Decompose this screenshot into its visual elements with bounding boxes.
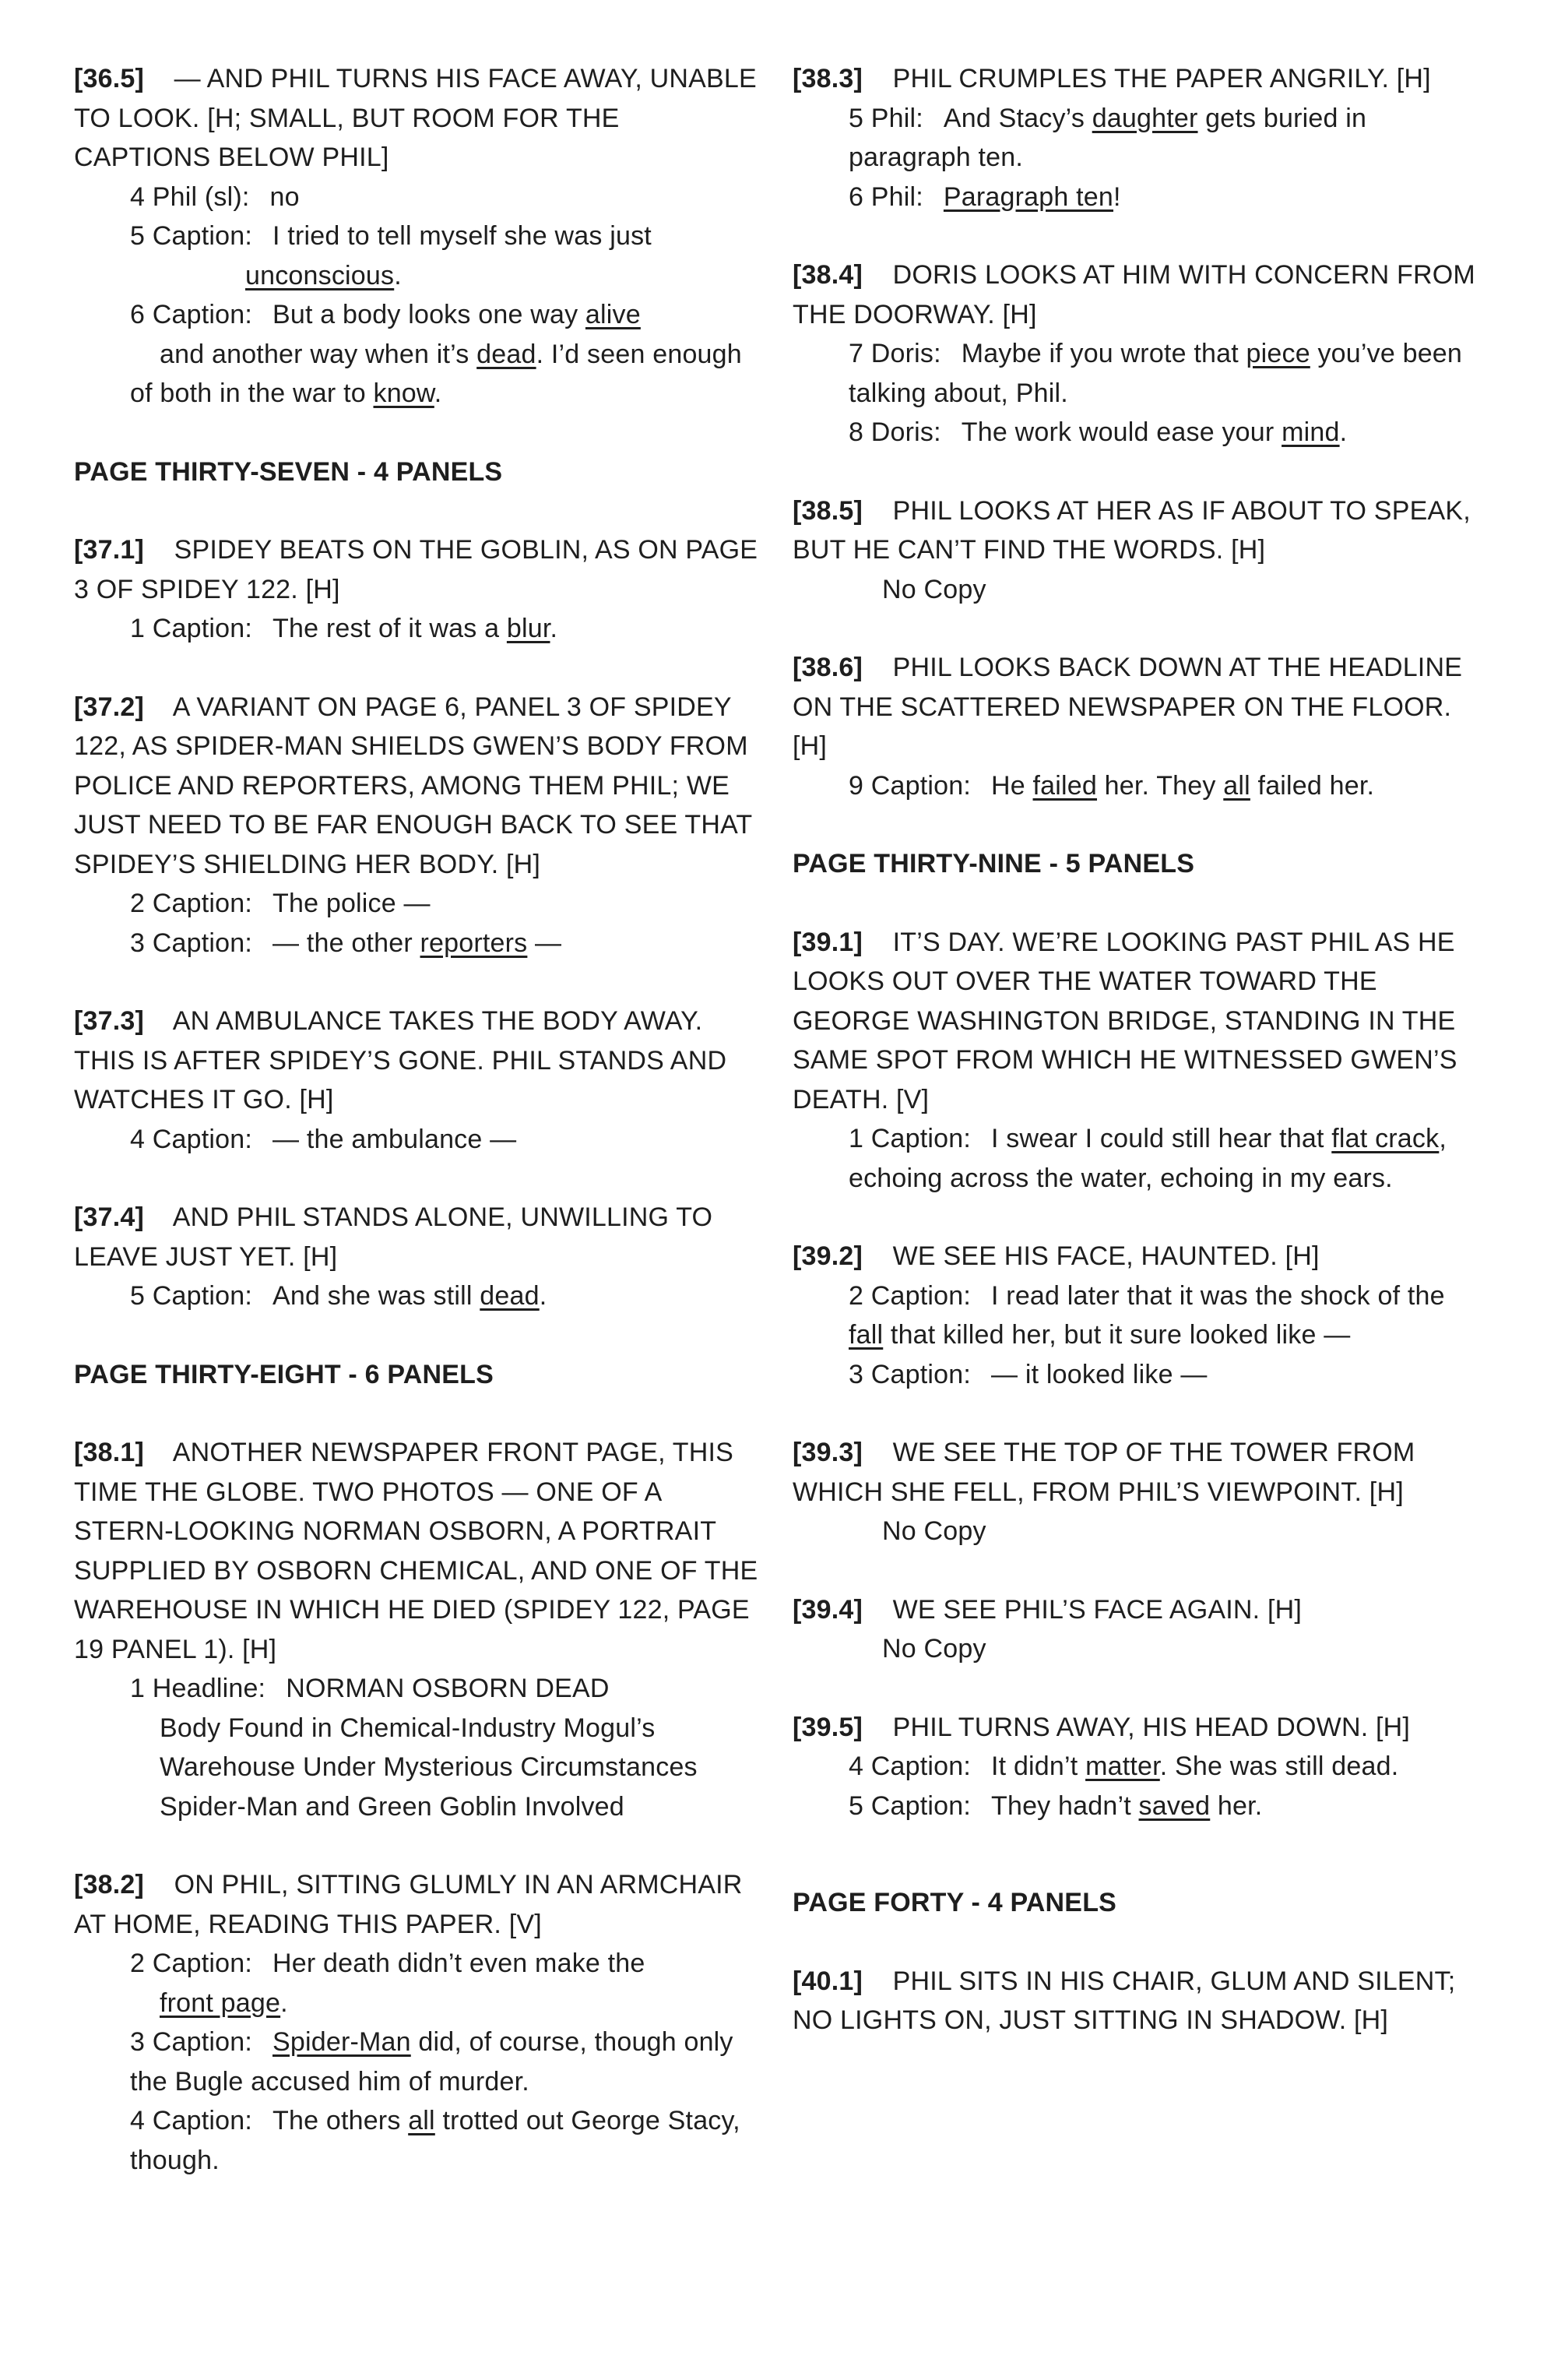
panel-description: PHIL TURNS AWAY, HIS HEAD DOWN. [H] bbox=[892, 1712, 1411, 1742]
emphasis: fall bbox=[849, 1320, 884, 1350]
right-column bbox=[793, 59, 1478, 2040]
line-text: And Stacy’s bbox=[943, 103, 1085, 133]
speaker: 3 Caption: bbox=[849, 1359, 971, 1389]
line-text: The rest of it was a bbox=[272, 614, 500, 643]
line-text: . I’d seen enough of both in the war to bbox=[130, 339, 742, 408]
line-text: — it looked like — bbox=[991, 1359, 1208, 1389]
left-column bbox=[74, 59, 759, 2180]
line-text: And she was still bbox=[272, 1281, 473, 1311]
panel-description: PHIL SITS IN HIS CHAIR, GLUM AND SILENT; NO LIGHTS ON, JUST SITTING IN SHADOW. [H] bbox=[793, 1966, 1456, 2035]
emphasis: blur bbox=[506, 614, 550, 643]
panel-direction bbox=[793, 1237, 1478, 1276]
page-heading bbox=[793, 844, 1478, 884]
speaker: 4 Caption: bbox=[849, 1752, 971, 1781]
speaker: 3 Caption: bbox=[130, 2027, 252, 2057]
panel-description: PHIL CRUMPLES THE PAPER ANGRILY. [H] bbox=[892, 64, 1431, 93]
panel-38-6 bbox=[793, 648, 1478, 805]
page-heading bbox=[74, 1355, 759, 1395]
panel-direction bbox=[793, 1590, 1478, 1630]
speaker: 6 Phil: bbox=[849, 181, 923, 212]
dialogue-line bbox=[793, 1355, 1478, 1395]
line-text: , echoing across the water, echoing in my ears. bbox=[849, 1124, 1447, 1193]
speaker: 3 Caption: bbox=[130, 928, 252, 958]
line-text: . bbox=[1339, 417, 1348, 447]
emphasis: alive bbox=[585, 300, 641, 329]
panel-39-2 bbox=[793, 1237, 1478, 1394]
panel-id: [37.3] bbox=[74, 1006, 145, 1036]
line-text: The work would ease your bbox=[961, 417, 1275, 447]
dialogue-line bbox=[793, 334, 1478, 413]
line-text: I read later that it was the shock of the bbox=[991, 1280, 1445, 1311]
dialogue-line bbox=[74, 295, 759, 414]
line-text: no bbox=[269, 181, 300, 212]
panel-38-2 bbox=[74, 1865, 759, 2180]
dialogue-line bbox=[793, 178, 1478, 217]
panel-id: [38.2] bbox=[74, 1870, 145, 1899]
panel-id: [37.1] bbox=[74, 535, 145, 565]
page-heading-text: PAGE FORTY - 4 PANELS bbox=[793, 1888, 1117, 1917]
speaker: 9 Caption: bbox=[849, 770, 971, 801]
line-text: NORMAN OSBORN DEAD bbox=[286, 1674, 610, 1703]
panel-direction bbox=[74, 59, 759, 178]
panel-description: WE SEE HIS FACE, HAUNTED. [H] bbox=[892, 1241, 1320, 1271]
speaker: 5 Phil: bbox=[849, 103, 923, 133]
panel-id: [37.4] bbox=[74, 1202, 145, 1232]
line-text: gets buried in paragraph ten. bbox=[849, 103, 1367, 172]
panel-id: [37.2] bbox=[74, 692, 145, 722]
emphasis: saved bbox=[1138, 1790, 1211, 1821]
speaker: 8 Doris: bbox=[849, 417, 941, 447]
panel-id: [40.1] bbox=[793, 1966, 863, 1996]
speaker: 2 Caption: bbox=[130, 889, 252, 918]
panel-description: AND PHIL STANDS ALONE, UNWILLING TO LEAVE JUST YET. [H] bbox=[74, 1202, 713, 1272]
line-text: and another way when it’s bbox=[160, 339, 469, 369]
dialogue-line bbox=[793, 1747, 1478, 1787]
dialogue-line bbox=[74, 217, 759, 295]
line-text: Maybe if you wrote that bbox=[961, 339, 1239, 368]
no-copy-note: No Copy bbox=[882, 1634, 986, 1664]
page-heading-text: PAGE THIRTY-EIGHT - 6 PANELS bbox=[74, 1359, 494, 1389]
dialogue-line bbox=[793, 413, 1478, 452]
panel-id: [39.4] bbox=[793, 1594, 863, 1625]
page-heading-text: PAGE THIRTY-SEVEN - 4 PANELS bbox=[74, 456, 503, 487]
line-text: did, of course, though only the Bugle accused him of murder. bbox=[130, 2027, 733, 2097]
line-text: It didn’t bbox=[991, 1752, 1078, 1781]
panel-38-1 bbox=[74, 1433, 759, 1826]
panel-39-4 bbox=[793, 1590, 1478, 1669]
line-text: you’ve been talking about, Phil. bbox=[849, 339, 1463, 408]
panel-38-5 bbox=[793, 491, 1478, 610]
panel-38-4 bbox=[793, 255, 1478, 452]
emphasis: know bbox=[373, 378, 434, 408]
headline-subtext bbox=[74, 1709, 759, 1787]
panel-id: [38.6] bbox=[793, 653, 863, 682]
panel-38-3 bbox=[793, 59, 1478, 217]
line-text: I tried to tell myself she was just bbox=[272, 221, 652, 251]
emphasis: piece bbox=[1246, 339, 1310, 368]
speaker: 2 Caption: bbox=[849, 1280, 971, 1311]
line-text: They hadn’t bbox=[991, 1790, 1131, 1821]
dialogue-line bbox=[793, 99, 1478, 178]
line-text: . bbox=[550, 614, 558, 643]
speaker: 4 Phil (sl): bbox=[130, 181, 250, 212]
panel-37-4 bbox=[74, 1198, 759, 1316]
speaker: 4 Caption: bbox=[130, 1124, 252, 1154]
line-text: Her death didn’t even make the bbox=[272, 1949, 645, 1978]
emphasis: all bbox=[408, 2106, 435, 2135]
dialogue-line bbox=[74, 178, 759, 217]
panel-direction bbox=[793, 1433, 1478, 1512]
line-text: But a body looks one way bbox=[272, 300, 578, 329]
panel-36-5 bbox=[74, 59, 759, 414]
line-text: that killed her, but it sure looked like — bbox=[890, 1320, 1351, 1350]
line-text: . bbox=[434, 378, 442, 408]
emphasis: failed bbox=[1032, 770, 1098, 801]
emphasis: unconscious bbox=[245, 260, 395, 290]
emphasis: all bbox=[1223, 770, 1250, 801]
panel-37-3 bbox=[74, 1002, 759, 1159]
page-heading bbox=[74, 452, 759, 492]
panel-description: SPIDEY BEATS ON THE GOBLIN, AS ON PAGE 3 OF SPIDEY 122. [H] bbox=[74, 535, 758, 604]
line-text: Spider-Man and Green Goblin Involved bbox=[160, 1791, 624, 1822]
speaker: 2 Caption: bbox=[130, 1949, 252, 1978]
panel-39-1 bbox=[793, 923, 1478, 1199]
panel-37-2 bbox=[74, 688, 759, 963]
speaker: 1 Caption: bbox=[849, 1124, 971, 1153]
panel-id: [36.5] bbox=[74, 64, 145, 93]
line-text: — bbox=[535, 928, 562, 958]
line-text: failed her. bbox=[1257, 770, 1375, 801]
dialogue-line bbox=[74, 1276, 759, 1316]
panel-direction bbox=[74, 1002, 759, 1120]
panel-id: [39.5] bbox=[793, 1712, 863, 1742]
panel-id: [39.1] bbox=[793, 927, 863, 957]
no-copy-note: No Copy bbox=[882, 574, 986, 604]
line-text: her. They bbox=[1104, 770, 1216, 801]
panel-description: PHIL LOOKS AT HER AS IF ABOUT TO SPEAK, BUT HE CAN’T FIND THE WORDS. [H] bbox=[793, 495, 1471, 565]
dialogue-line bbox=[793, 1787, 1478, 1826]
emphasis: matter bbox=[1085, 1752, 1160, 1781]
dialogue-line bbox=[74, 924, 759, 963]
panel-direction bbox=[793, 1708, 1478, 1748]
dialogue-line bbox=[74, 2101, 759, 2180]
panel-direction bbox=[793, 255, 1478, 334]
speaker: 6 Caption: bbox=[130, 300, 252, 329]
line-text: The others bbox=[272, 2106, 401, 2135]
panel-id: [38.1] bbox=[74, 1438, 145, 1467]
emphasis: Paragraph ten bbox=[943, 181, 1113, 212]
line-text: — the ambulance — bbox=[272, 1124, 517, 1154]
emphasis: dead bbox=[480, 1281, 540, 1311]
panel-direction bbox=[793, 491, 1478, 570]
panel-id: [39.3] bbox=[793, 1438, 863, 1467]
line-text: He bbox=[991, 770, 1025, 801]
panel-direction bbox=[74, 530, 759, 609]
panel-description: PHIL LOOKS BACK DOWN AT THE HEADLINE ON THE SCATTERED NEWSPAPER ON THE FLOOR. [H] bbox=[793, 653, 1463, 761]
panel-description: WE SEE PHIL’S FACE AGAIN. [H] bbox=[892, 1594, 1303, 1625]
panel-id: [38.3] bbox=[793, 64, 863, 93]
line-text: The police — bbox=[272, 889, 431, 918]
panel-description: DORIS LOOKS AT HIM WITH CONCERN FROM THE DOORWAY. [H] bbox=[793, 260, 1475, 329]
panel-description: ON PHIL, SITTING GLUMLY IN AN ARMCHAIR AT HOME, READING THIS PAPER. [V] bbox=[74, 1870, 743, 1939]
page-heading bbox=[793, 1883, 1478, 1923]
panel-direction bbox=[793, 923, 1478, 1120]
panel-description: IT’S DAY. WE’RE LOOKING PAST PHIL AS HE LOOKS OUT OVER THE WATER TOWARD THE GEORGE WASHINGTON BRIDGE, STANDING IN THE SAME SPOT FROM WHICH HE WITNESSED GWEN’S DEATH. [V] bbox=[793, 927, 1457, 1114]
speaker: 4 Caption: bbox=[130, 2106, 252, 2135]
speaker: 1 Headline: bbox=[130, 1674, 266, 1703]
panel-direction bbox=[793, 648, 1478, 766]
panel-direction bbox=[793, 1962, 1478, 2040]
panel-description: ANOTHER NEWSPAPER FRONT PAGE, THIS TIME THE GLOBE. TWO PHOTOS — ONE OF A STERN-LOOKING NORMAN OSBORN, A PORTRAIT SUPPLIED BY OSBORN CHEMICAL, AND ONE OF THE WAREHOUSE IN WHICH HE DIED (SPIDEY 122, PAGE 19 PANEL 1). [H] bbox=[74, 1438, 758, 1664]
dialogue-line bbox=[793, 1276, 1478, 1355]
line-text: — the other bbox=[272, 928, 413, 958]
dialogue-line bbox=[793, 1119, 1478, 1198]
speaker: 5 Caption: bbox=[130, 221, 252, 251]
emphasis: daughter bbox=[1092, 103, 1198, 133]
dialogue-line bbox=[74, 609, 759, 649]
panel-description: — AND PHIL TURNS HIS FACE AWAY, UNABLE TO LOOK. [H; SMALL, BUT ROOM FOR THE CAPTIONS BELOW PHIL] bbox=[74, 64, 757, 172]
dialogue-line bbox=[74, 1944, 759, 2023]
panel-direction bbox=[74, 1198, 759, 1276]
panel-37-1 bbox=[74, 530, 759, 649]
line-text: . bbox=[280, 1987, 288, 2018]
panel-39-5 bbox=[793, 1708, 1478, 1826]
dialogue-line bbox=[74, 2023, 759, 2101]
panel-direction bbox=[74, 688, 759, 885]
page-heading-text: PAGE THIRTY-NINE - 5 PANELS bbox=[793, 849, 1195, 878]
dialogue-line bbox=[74, 1120, 759, 1160]
line-text: her. bbox=[1217, 1790, 1263, 1821]
emphasis: mind bbox=[1282, 417, 1340, 447]
speaker: 7 Doris: bbox=[849, 339, 941, 368]
line-text: . bbox=[394, 260, 402, 290]
emphasis: flat crack bbox=[1331, 1124, 1440, 1153]
panel-description: WE SEE THE TOP OF THE TOWER FROM WHICH SHE FELL, FROM PHIL’S VIEWPOINT. [H] bbox=[793, 1438, 1415, 1507]
panel-direction bbox=[793, 59, 1478, 99]
speaker: 1 Caption: bbox=[130, 614, 252, 643]
panel-direction bbox=[74, 1865, 759, 1944]
line-text: . bbox=[539, 1281, 547, 1311]
line-text: I swear I could still hear that bbox=[991, 1124, 1324, 1153]
panel-id: [38.4] bbox=[793, 260, 863, 290]
line-text: ! bbox=[1113, 181, 1121, 212]
speaker: 5 Caption: bbox=[130, 1281, 252, 1311]
dialogue-line bbox=[74, 884, 759, 924]
line-text: trotted out George Stacy, though. bbox=[130, 2106, 740, 2175]
dialogue-line bbox=[793, 766, 1478, 806]
panel-id: [39.2] bbox=[793, 1241, 863, 1271]
panel-40-1 bbox=[793, 1962, 1478, 2040]
dialogue-line bbox=[74, 1669, 759, 1709]
panel-id: [38.5] bbox=[793, 495, 863, 526]
emphasis: dead bbox=[476, 339, 536, 369]
panel-description: A VARIANT ON PAGE 6, PANEL 3 OF SPIDEY 122, AS SPIDER-MAN SHIELDS GWEN’S BODY FROM POLICE AND REPORTERS, AMONG THEM PHIL; WE JUST NEED TO BE FAR ENOUGH BACK TO SEE THAT SPIDEY’S SHIELDING HER BODY. [H] bbox=[74, 692, 752, 879]
line-text: Body Found in Chemical-Industry Mogul’s Warehouse Under Mysterious Circumstances bbox=[160, 1713, 698, 1782]
emphasis: Spider-Man bbox=[272, 2027, 411, 2057]
no-copy-note: No Copy bbox=[882, 1516, 986, 1546]
emphasis: front page bbox=[160, 1987, 281, 2018]
speaker: 5 Caption: bbox=[849, 1790, 971, 1821]
panel-description: AN AMBULANCE TAKES THE BODY AWAY. THIS IS AFTER SPIDEY’S GONE. PHIL STANDS AND WATCHES IT GO. [H] bbox=[74, 1006, 727, 1114]
line-text: . She was still dead. bbox=[1159, 1752, 1399, 1781]
panel-39-3 bbox=[793, 1433, 1478, 1551]
emphasis: reporters bbox=[420, 928, 528, 958]
headline-subtext bbox=[74, 1787, 759, 1827]
panel-direction bbox=[74, 1433, 759, 1669]
